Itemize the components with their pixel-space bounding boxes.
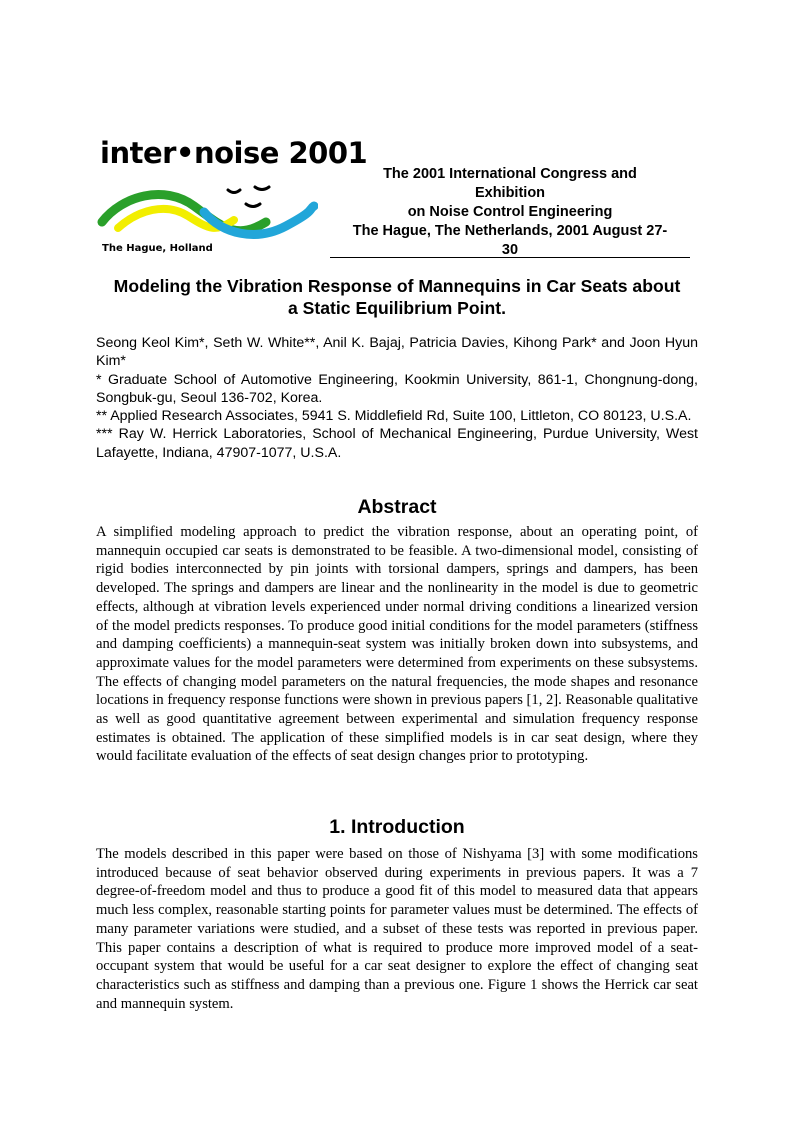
introduction-text: The models described in this paper were based on those of Nishyama [3] with some modifications introduced because of seat behavior observed during experiments in previous papers. It was a 7 degree-of-freedom model and thus to produce a good fit of this model to measured data that appears much less complex, reasonable starting points for parameter values must be determined. The effects of many parameter variations were studied, and a subset of these tests was reported in previous paper. This paper contains a description of what is required to produce more improved model of a seat-occupant system that would be useful for a car seat designer to explore the effect of changing seat characteristics such as stiffness and damping than a previous one. Figure 1 shows the Herrick car seat and mannequin system. <box>96 846 698 1012</box>
introduction-heading: 1. Introduction <box>329 816 465 838</box>
affiliation: ** Applied Research Associates, 5941 S. Middlefield Rd, Suite 100, Littleton, CO 80123, U.S.A. <box>96 408 692 425</box>
affiliation: * Graduate School of Automotive Engineering, Kookmin University, 861-1, Chongnung-dong, Songbuk-gu, Seoul 136-702, Korea. <box>96 371 698 406</box>
conference-logo <box>96 136 368 260</box>
conference-line: Exhibition <box>474 185 546 201</box>
logo-title: inter•noise 2001 <box>100 136 368 170</box>
author-list: Seong Keol Kim*, Seth W. White**, Anil K. Bajaj, Patricia Davies, Kihong Park* and Joon Hyun Kim* <box>96 335 698 370</box>
paper-title <box>90 275 704 319</box>
conference-line: 30 <box>501 242 519 258</box>
affiliation: *** Ray W. Herrick Laboratories, School of Mechanical Engineering, Purdue University, West Lafayette, Indiana, 47907-1077, U.S.A. <box>96 426 698 461</box>
conference-line: on Noise Control Engineering <box>407 204 613 220</box>
abstract-heading: Abstract <box>357 496 437 518</box>
smile-mark <box>228 190 240 193</box>
paper-title-line: Modeling the Vibration Response of Mannequins in Car Seats about <box>113 276 681 296</box>
logo-waves-graphic <box>96 166 318 246</box>
abstract-text: A simplified modeling approach to predict the vibration response, about an operating point, of mannequin occupied car seats is demonstrated to be feasible. A two-dimensional model, consisting of rigid bodies interconnected by pin joints with torsional dampers, springs and dampers, has been developed. The springs and dampers are linear and the nonlinearity in the model is due to geometric effects, although at vibration levels experienced under normal driving conditions a linearized version of the model predicts responses. To produce good initial conditions for the model parameters (stiffness and damping coefficients) a mannequin-seat system was initially broken down into subsystems, and approximate values for the model parameters were determined from experiments on these subsystems. The effects of changing model parameters on the natural frequencies, the mode shapes and resonance locations in frequency response functions were shown in previous papers [1, 2]. Reasonable qualitative as well as good quantitative agreement between experimental and simulation frequency response estimates is obtained. The application of these simplified models is in car seat design, where they would facilitate evaluation of the effects of seat design changes prior to prototyping. <box>96 524 698 765</box>
conference-line: The Hague, The Netherlands, 2001 August 27- <box>352 223 668 239</box>
conference-info <box>330 165 690 260</box>
header-rule <box>330 257 690 258</box>
conference-line: The 2001 International Congress and <box>383 166 637 182</box>
smile-mark <box>246 204 260 207</box>
author-block <box>96 334 698 462</box>
smile-mark <box>255 187 269 190</box>
logo-subtitle: The Hague, Holland <box>102 243 213 254</box>
paper-title-line: a Static Equilibrium Point. <box>288 298 506 318</box>
